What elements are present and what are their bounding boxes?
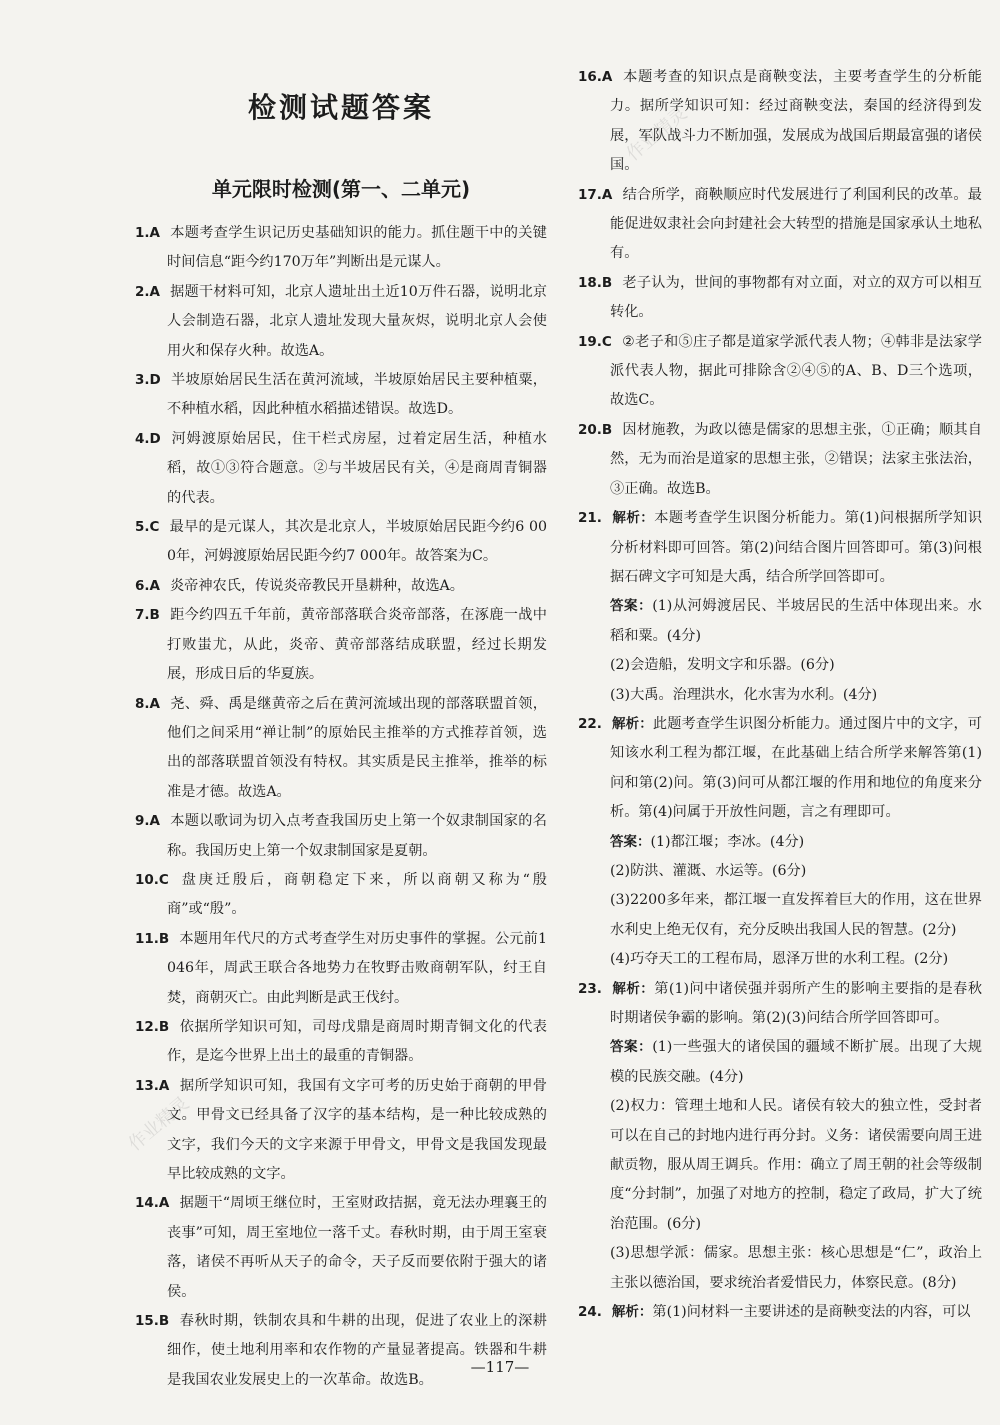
answer-number: 19.C: [578, 333, 612, 350]
answer-number: 14.A: [135, 1195, 170, 1212]
answer-line: [578, 1033, 982, 1092]
answer-number: 11.B: [135, 930, 170, 947]
answer-text: 因材施教，为政以德是儒家的思想主张，①正确；顺其自然，无为而治是道家的思想主张，②错误；法家主张法治，③正确。故选B。: [610, 421, 982, 497]
answer-item: [135, 690, 547, 808]
analysis-text: 本题考查学生识图分析能力。第(1)问根据所学知识分析材料即可回答。第(2)问结合图片回答即可。第(3)问根据石碑文字可知是大禹，结合所学回答即可。: [610, 510, 983, 585]
answer-text: 本题考查学生识记历史基础知识的能力。抓住题干中的关键时间信息“距今约170万年”判断出是元谋人。: [167, 225, 547, 271]
answer-item-22: [578, 710, 982, 828]
watermark: 作业精灵: [124, 1092, 194, 1156]
answer-item: [135, 513, 547, 572]
answer-text: 盘庚迁殷后，商朝稳定下来，所以商朝又称为“殷商”或“殷”。: [167, 871, 547, 918]
answer-text: ②老子和⑤庄子都是道家学派代表人物；④韩非是法家学派代表人物，据此可排除含②④⑤的A、B、D三个选项，故选C。: [610, 333, 982, 409]
answer-line: [578, 828, 982, 857]
answer-item: [135, 219, 547, 278]
answer-number: 3.D: [135, 372, 161, 389]
analysis-label: 解析：: [611, 1304, 653, 1321]
answer-item: [135, 601, 547, 689]
answer-item-21: [578, 504, 982, 592]
answer-line: (3)思想学派：儒家。思想主张：核心思想是“仁”，政治上主张以德治国，要求统治者爱惜民力，体察民意。(8分): [610, 1245, 982, 1291]
answer-text: (1)从河姆渡居民、半坡居民的生活中体现出来。水稻和粟。(4分): [610, 598, 982, 644]
answer-text: 本题用年代尺的方式考查学生对历史事件的掌握。公元前1046年，周武王联合各地势力在牧野击败商朝军队，纣王自焚，商朝灭亡。由此判断是武王伐纣。: [167, 930, 547, 1006]
answer-number: 13.A: [135, 1077, 170, 1094]
answer-item: [578, 63, 982, 181]
answer-line: (2)会造船，发明文字和乐器。(6分): [610, 657, 835, 674]
answer-text: 据题干材料可知，北京人遗址出土近10万件石器，说明北京人会制造石器，北京人遗址发现大量灰烬，说明北京人会使用火和保存火种。故选A。: [167, 283, 547, 359]
answer-text: 据题干“周顷王继位时，王室财政拮据，竟无法办理襄王的丧事”可知，周王室地位一落千丈。春秋时期，由于周王室衰落，诸侯不再听从天子的命令，天子反而要依附于强大的诸侯。: [167, 1195, 547, 1300]
answer-text: 春秋时期，铁制农具和牛耕的出现，促进了农业上的深耕细作，使土地利用率和农作物的产量显著提高。铁器和牛耕是我国农业发展史上的一次革命。故选B。: [167, 1313, 547, 1388]
answer-item: [135, 925, 547, 1013]
answer-line: [578, 592, 982, 651]
answer-number: 8.A: [135, 695, 160, 712]
analysis-text: 第(1)问中诸侯强并弱所产生的影响主要指的是春秋时期诸侯争霸的影响。第(2)(3)问结合所学回答即可。: [610, 980, 983, 1026]
answer-item-24: [578, 1298, 982, 1327]
answer-text: 距今约四五千年前，黄帝部落联合炎帝部落，在涿鹿一战中打败蚩尤，从此，炎帝、黄帝部落结成联盟，经过长期发展，形成日后的华夏族。: [167, 607, 547, 683]
answer-number: 12.B: [135, 1018, 170, 1035]
answer-number: 18.B: [578, 274, 613, 291]
answer-number: 21.: [578, 510, 602, 527]
answer-text: 半坡原始居民生活在黄河流域，半坡原始居民主要种植粟，不种植水稻，因此种植水稻描述错误。故选D。: [167, 372, 547, 418]
answer-text: 本题考查的知识点是商鞅变法，主要考查学生的分析能力。据所学知识可知：经过商鞅变法，秦国的经济得到发展，军队战斗力不断加强，发展成为战国后期最富强的诸侯国。: [610, 69, 982, 174]
answer-label: 答案：: [610, 833, 651, 850]
analysis-text: 此题考查学生识图分析能力。通过图片中的文字，可知该水利工程为都江堰，在此基础上结合所学来解答第(1)问和第(2)问。第(3)问可从都江堰的作用和地位的角度来分析。第(4)问属于开放性问题，言之有理即可。: [610, 715, 982, 821]
answer-label: 答案：: [610, 1039, 653, 1056]
analysis-label: 解析：: [611, 715, 653, 732]
answer-item: [135, 572, 547, 601]
section-title: 单元限时检测(第一、二单元): [211, 177, 471, 201]
answer-line: (2)防洪、灌溉、水运等。(6分): [610, 862, 807, 879]
answer-item: [135, 366, 547, 425]
answer-text: 老子认为，世间的事物都有对立面，对立的双方可以相互转化。: [610, 274, 982, 321]
answer-text: 结合所学，商鞅顺应时代发展进行了利国利民的改革。最能促进奴隶社会向封建社会大转型的措施是国家承认土地私有。: [610, 186, 982, 262]
answer-text: 炎帝神农氏，传说炎帝教民开垦耕种，故选A。: [169, 577, 464, 594]
answer-number: 9.A: [135, 813, 160, 830]
answer-text: 河姆渡原始居民，住干栏式房屋，过着定居生活，种植水稻，故①③符合题意。②与半坡居民有关，④是商周青铜器的代表。: [167, 430, 547, 506]
answer-item: [135, 1307, 547, 1395]
analysis-label: 解析：: [611, 980, 655, 997]
answer-item: [135, 866, 547, 925]
answer-number: 16.A: [578, 69, 613, 85]
answer-item-23: [578, 975, 982, 1034]
answer-label: 答案：: [610, 598, 653, 615]
answer-number: 20.B: [578, 421, 613, 438]
answer-item: [135, 807, 547, 866]
page-number: —117—: [470, 1358, 530, 1376]
answer-item: [578, 269, 982, 328]
answer-number: 2.A: [135, 283, 160, 300]
answer-number: 1.A: [135, 225, 160, 241]
answer-item: [578, 416, 982, 504]
answer-item: [578, 328, 982, 416]
answer-text: 据所学知识可知，我国有文字可考的历史始于商朝的甲骨文。甲骨文已经具备了汉字的基本结构，是一种比较成熟的文字，我们今天的文字来源于甲骨文，甲骨文是我国发现最早比较成熟的文字。: [167, 1077, 547, 1182]
answer-item: [135, 1013, 547, 1072]
answer-text: 尧、舜、禹是继黄帝之后在黄河流域出现的部落联盟首领，他们之间采用“禅让制”的原始民主推举的方式推荐首领，选出的部落联盟首领没有特权。其实质是民主推举，推举的标准是才德。故选A。: [167, 695, 547, 800]
answer-line: (3)2200多年来，都江堰一直发挥着巨大的作用，这在世界水利史上绝无仅有，充分反映出我国人民的智慧。(2分): [610, 892, 982, 938]
answer-number: 15.B: [135, 1313, 170, 1330]
answer-line: (4)巧夺天工的工程布局，恩泽万世的水利工程。(2分): [610, 951, 949, 968]
answer-item: [135, 425, 547, 513]
answer-item: [135, 278, 547, 366]
answer-number: 10.C: [135, 871, 169, 888]
page-title: 检测试题答案: [247, 91, 434, 124]
answer-text: 本题以歌词为切入点考查我国历史上第一个奴隶制国家的名称。我国历史上第一个奴隶制国家是夏朝。: [167, 813, 547, 859]
answer-item: [135, 1072, 547, 1190]
answer-number: 6.A: [135, 577, 160, 594]
answer-line: (3)大禹。治理洪水，化水害为水利。(4分): [610, 686, 878, 703]
left-answer-list: [135, 219, 547, 1395]
answer-item: [135, 1189, 547, 1307]
answer-number: 23.: [578, 980, 602, 997]
analysis-text: 第(1)问材料一主要讲述的是商鞅变法的内容，可以: [652, 1304, 971, 1321]
answer-text: (1)都江堰；李冰。(4分): [650, 833, 805, 850]
answer-number: 5.C: [135, 519, 160, 536]
answer-text: (1)一些强大的诸侯国的疆域不断扩展。出现了大规模的民族交融。(4分): [610, 1039, 982, 1085]
right-answer-list: [578, 63, 982, 1327]
answer-number: 22.: [578, 715, 602, 732]
analysis-label: 解析：: [611, 510, 655, 527]
answer-text: 依据所学知识可知，司母戊鼎是商周时期青铜文化的代表作，是迄今世界上出土的最重的青铜器。: [167, 1018, 547, 1065]
answer-text: 最早的是元谋人，其次是北京人，半坡原始居民距今约6 000年，河姆渡原始居民距今约7 000年。故答案为C。: [167, 519, 547, 565]
answer-number: 17.A: [578, 186, 613, 203]
answer-line: (2)权力：管理土地和人民。诸侯有较大的独立性，受封者可以在自己的封地内进行再分封。义务：诸侯需要向周王进献贡物，服从周王调兵。作用：确立了周王朝的社会等级制度“分封制”，加强了对地方的控制，稳定了政局，扩大了统治范围。(6分): [610, 1098, 982, 1232]
watermark: 作业精灵: [622, 102, 692, 166]
answer-item: [578, 181, 982, 269]
answer-number: 24.: [578, 1304, 602, 1321]
answer-number: 4.D: [135, 430, 161, 447]
answer-number: 7.B: [135, 607, 160, 624]
